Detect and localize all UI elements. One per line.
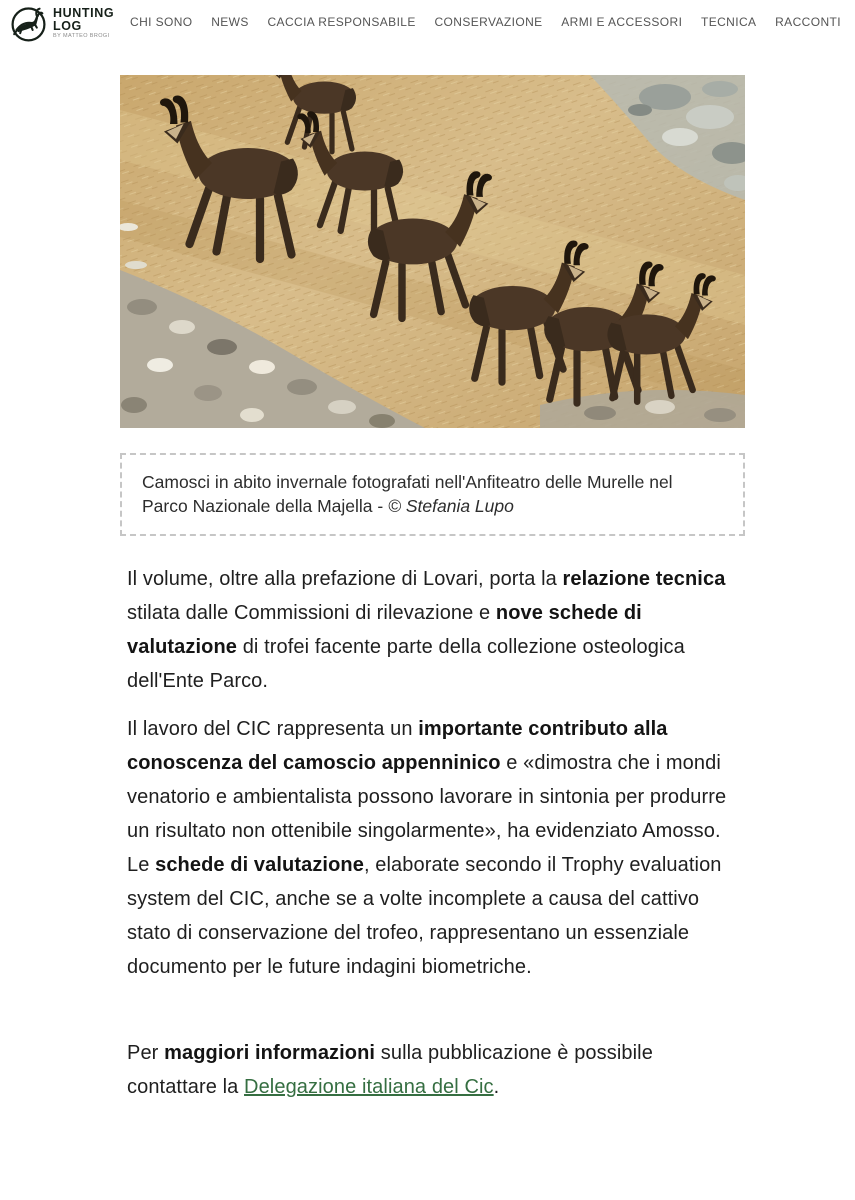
photo-caption bbox=[120, 453, 745, 536]
site-header bbox=[0, 0, 855, 52]
logo-text bbox=[53, 7, 114, 40]
nav-item-armi-e-accessori[interactable]: ARMI E ACCESSORI bbox=[561, 15, 683, 29]
brand-name-line1: HUNTING bbox=[53, 6, 115, 21]
site-logo[interactable] bbox=[10, 5, 122, 42]
p1-bold-1: relazione tecnica bbox=[562, 568, 726, 590]
caption-text: Camosci in abito invernale fotografati nell'Anfiteatro delle Murelle nel Parco Nazionale della Majella - bbox=[142, 472, 673, 516]
caption-credit: © Stefania Lupo bbox=[388, 496, 514, 516]
p2-text-3: , elaborate secondo il Trophy evaluation system del CIC, anche se a volte incomplete a causa del cattivo stato di conservazione del trofeo, rappresentano un essenziale documento per le future indagini biometriche. bbox=[127, 854, 722, 978]
p3-text-3: . bbox=[493, 1076, 500, 1098]
chamois-photo-illustration bbox=[120, 75, 745, 428]
p1-text-1: Il volume, oltre alla prefazione di Lovari, porta la bbox=[127, 568, 563, 590]
p1-bold-2: nove schede di valutazione bbox=[127, 602, 642, 658]
nav-item-caccia-responsabile[interactable]: CACCIA RESPONSABILE bbox=[267, 15, 416, 29]
p3-bold-1: maggiori informazioni bbox=[164, 1042, 376, 1064]
article-body bbox=[120, 562, 745, 1104]
p2-bold-2: schede di valutazione bbox=[155, 854, 364, 876]
main-nav bbox=[130, 5, 845, 29]
p2-text-1: Il lavoro del CIC rappresenta un bbox=[127, 718, 419, 740]
p2-text-2: e «dimostra che i mondi venatorio e ambientalista possono lavorare in sintonia per produrre un risultato non ottenibile singolarmente», ha evidenziato Amosso. Le bbox=[127, 752, 727, 876]
cic-delegation-link[interactable]: Delegazione italiana del Cic bbox=[244, 1076, 494, 1098]
nav-item-conservazione[interactable]: CONSERVAZIONE bbox=[434, 15, 543, 29]
nav-item-news[interactable]: NEWS bbox=[211, 15, 249, 29]
p1-text-3: di trofei facente parte della collezione osteologica dell'Ente Parco. bbox=[127, 636, 685, 692]
paragraph-2 bbox=[127, 712, 745, 984]
article-content bbox=[120, 75, 745, 1104]
p2-bold-1: importante contributo alla conoscenza del camoscio appenninico bbox=[127, 718, 668, 774]
brand-byline: BY MATTEO BROGI bbox=[53, 33, 110, 40]
brand-name-line2: LOG bbox=[53, 18, 82, 33]
paragraph-3 bbox=[127, 1036, 745, 1104]
article-figure bbox=[120, 75, 745, 536]
p1-text-2: stilata dalle Commissioni di rilevazione e bbox=[127, 602, 496, 624]
article-photo bbox=[120, 75, 745, 428]
nav-item-racconti[interactable]: RACCONTI bbox=[775, 15, 841, 29]
nav-item-tecnica[interactable]: TECNICA bbox=[700, 15, 757, 29]
paragraph-1 bbox=[127, 562, 745, 698]
nav-item-chi-sono[interactable]: CHI SONO bbox=[130, 15, 193, 29]
p3-text-2: sulla pubblicazione è possibile contattare la bbox=[127, 1042, 653, 1098]
p3-text-1: Per bbox=[127, 1042, 165, 1064]
deer-logo-icon bbox=[10, 5, 47, 42]
